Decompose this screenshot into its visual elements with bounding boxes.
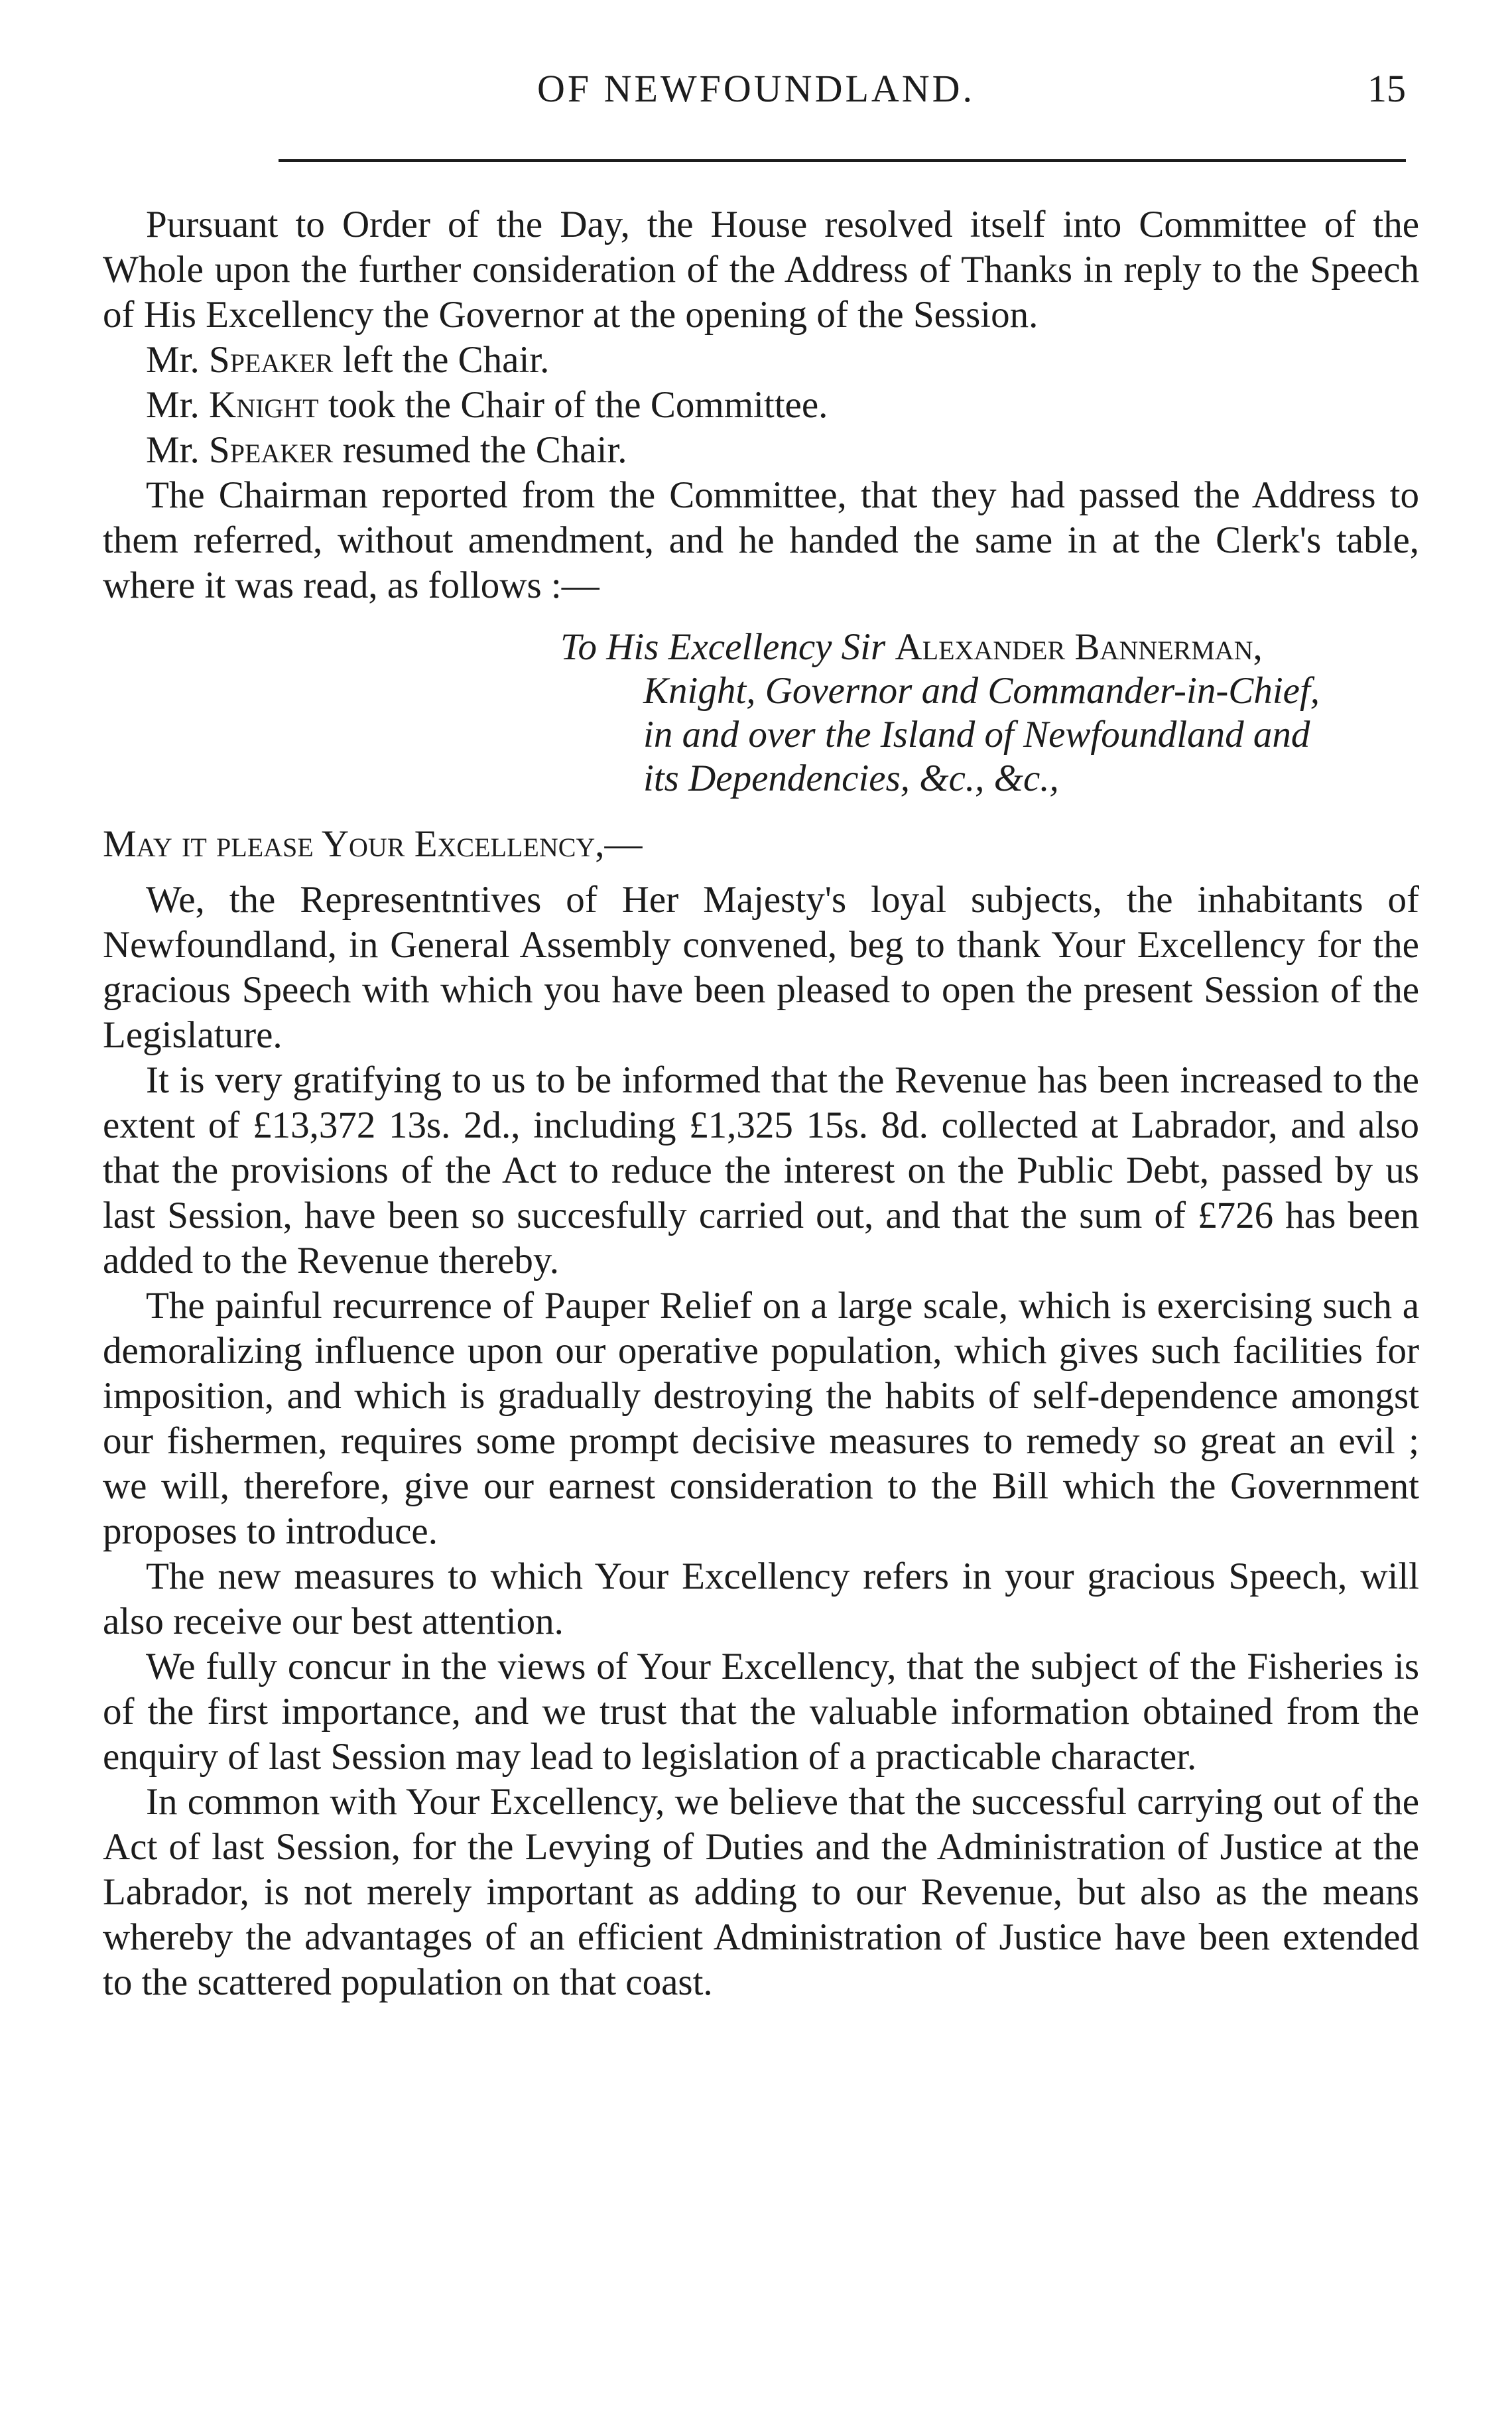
mr-prefix: Mr. <box>146 429 200 471</box>
paragraph-speaker-left <box>103 338 1419 383</box>
address-line-1 <box>560 625 1419 669</box>
address-line-3: in and over the Island of Newfoundland and <box>643 714 1310 755</box>
paragraph-chairman-report: The Chairman reported from the Committee, that they had passed the Address to them referred, without amendment, and he handed the same in at the Clerk's table, where it was read, as follows :— <box>103 474 1419 606</box>
header-rule <box>279 159 1406 162</box>
letter-paragraph-3: The painful recurrence of Pauper Relief on a large scale, which is exercising such a demoralizing influence upon our operative population, which gives such facilities for imposition, and which is gradually destroying the habits of self-dependence amongst our fishermen, requires some prompt decisive measures to remedy so great an evil ; we will, therefore, give our earnest consideration to the Bill which the Government proposes to introduce. <box>103 1285 1419 1552</box>
address-block <box>560 625 1419 801</box>
knight-name: Knight <box>209 384 319 426</box>
letter-paragraph-4: The new measures to which Your Excellency refers in your gracious Speech, will also receive our best attention. <box>103 1555 1419 1642</box>
letter-paragraph-5: We fully concur in the views of Your Excellency, that the subject of the Fisheries is of the first importance, and we trust that the valuable information obtained from the enquiry of last Session may lead to legislation of a practicable character. <box>103 1646 1419 1778</box>
speaker-name: Speaker <box>209 429 334 471</box>
page-header <box>106 66 1406 119</box>
paragraph-knight-chair <box>103 383 1419 428</box>
speaker-left-text: left the Chair. <box>342 339 550 381</box>
mr-prefix: Mr. <box>146 384 200 426</box>
body-text <box>103 202 1419 2005</box>
speaker-resumed-text: resumed the Chair. <box>342 429 627 471</box>
letter-paragraph-1: We, the Representntives of Her Majesty's loyal subjects, the inhabitants of Newfoundland, in General Assembly convened, beg to thank Your Excellency for the gracious Speech with which you have been pleased to open the present Session of the Legislature. <box>103 879 1419 1056</box>
speaker-name: Speaker <box>209 339 334 381</box>
address-line-4: its Dependencies, &c., &c., <box>643 757 1059 799</box>
paragraph-speaker-resumed <box>103 428 1419 473</box>
address-to: To His Excellency Sir <box>560 626 886 668</box>
address-line-2: Knight, Governor and Commander-in-Chief, <box>643 670 1320 712</box>
page-number: 15 <box>1367 67 1406 110</box>
mr-prefix: Mr. <box>146 339 200 381</box>
letter-paragraph-2: It is very gratifying to us to be informed that the Revenue has been increased to the extent of £13,372 13s. 2d., including £1,325 15s. 8d. collected at Labrador, and also that the provisions of the Act to reduce the interest on the Public Debt, passed by us last Session, have been so succesfully carried out, and that the sum of £726 has been added to the Revenue thereby. <box>103 1059 1419 1281</box>
running-title: OF NEWFOUNDLAND. <box>536 67 976 110</box>
knight-chair-text: took the Chair of the Committee. <box>328 384 828 426</box>
letter-paragraph-6: In common with Your Excellency, we believe that the successful carrying out of the Act of last Session, for the Levying of Duties and the Administration of Justice at the Labrador, is not merely important as adding to our Revenue, but also as the means whereby the advantages of an efficient Administration of Justice have been extended to the scattered population on that coast. <box>103 1781 1419 2003</box>
salutation: May it please Your Excellency,— <box>103 823 643 865</box>
paragraph-committee: Pursuant to Order of the Day, the House resolved itself into Committee of the Whole upon the further consideration of the Address of Thanks in reply to the Speech of His Excellency the Governor at the opening of the Session. <box>103 204 1419 336</box>
governor-name: Alexander Bannerman, <box>895 626 1263 668</box>
